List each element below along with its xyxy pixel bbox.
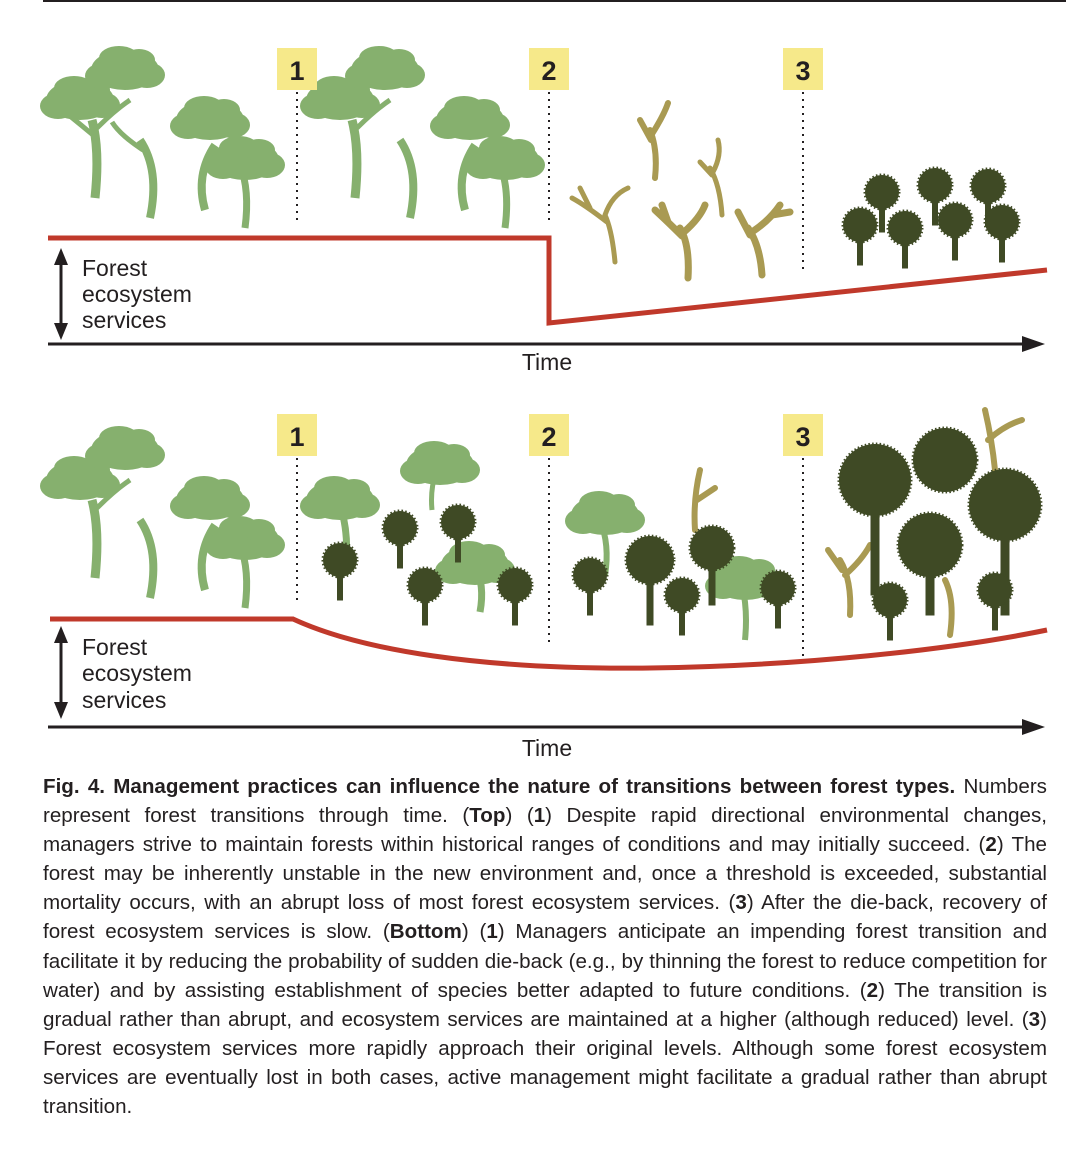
- svg-text:2: 2: [541, 56, 557, 86]
- stage-badge-2: [529, 414, 569, 456]
- stage-badge-2: [529, 48, 569, 90]
- top-label: Top: [469, 804, 506, 828]
- figure-caption: Fig. 4. Management practices can influence the nature of transitions between forest types. Numbers represent forest transitions through time. (Top) (1) Despite rapid directional environmental changes, managers strive to maintain forests within historical ranges of conditions and may initially succeed. (2) The forest may be inherently unstable in the new environment and, once a threshold is exceeded, substantial mortality occurs, with an abrupt loss of most forest ecosystem services. (3) After the die-back, recovery of forest ecosystem services is slow. (Bottom) (1) Managers anticipate an impending forest transition and facilitate it by reducing the probability of sudden die-back (e.g., by thinning the forest to reduce competition for water) and by assisting establishment of species better adapted to future conditions. (2) The transition is gradual rather than abrupt, and ecosystem services are maintained at a higher (although reduced) level. (3) Forest ecosystem services more rapidly approach their original levels. Although some forest ecosystem services are eventually lost in both cases, active management might facilitate a gradual rather than abrupt transition.: [43, 775, 1048, 1119]
- step-number: 3: [1028, 1007, 1041, 1031]
- step-number: 1: [533, 804, 546, 828]
- caption-intro: Numbers represent forest transitions through time.: [43, 775, 1047, 828]
- step-number: 3: [735, 891, 747, 915]
- stage-badge-3: [783, 48, 823, 90]
- caption-bottom-2: The transition is gradual rather than abrupt, and ecosystem services are maintained at a higher (although reduced) level.: [43, 978, 1047, 1031]
- mixed-trees-group: [300, 441, 532, 625]
- bottom-panel: [40, 410, 1047, 761]
- caption-bottom-3: Forest ecosystem services more rapidly approach their original levels. Although some forest ecosystem services are eventually lost in both cases, active management might facilitate a gradual rather than abrupt transition.: [43, 1036, 1047, 1119]
- y-axis-arrow: [54, 626, 68, 719]
- time-axis-label: Time: [521, 735, 573, 761]
- bottom-label: Bottom: [389, 920, 462, 944]
- stage-badge-1: [277, 48, 317, 90]
- caption-top-2: The forest may be inherently unstable in the new environment and, once a threshold is exceeded, substantial mortality occurs, with an abrupt loss of most forest ecosystem services.: [43, 833, 1047, 915]
- time-axis: [48, 719, 1045, 735]
- step-number: 2: [866, 978, 879, 1002]
- healthy-trees-group: [300, 46, 545, 228]
- figure-label: Fig. 4.: [43, 775, 105, 798]
- top-panel: [40, 46, 1047, 375]
- young-trees-group: [843, 168, 1019, 268]
- dark-forest-group: [828, 410, 1041, 640]
- dead-trees-group: [572, 103, 790, 278]
- svg-text:1: 1: [289, 422, 305, 452]
- caption-top-1: Despite rapid directional environmental changes, managers strive to maintain forests within historical ranges of conditions and may initially succeed.: [43, 804, 1047, 857]
- step-number: 1: [486, 920, 498, 944]
- svg-text:1: 1: [289, 56, 305, 86]
- y-axis-arrow: [54, 248, 68, 340]
- y-axis-label: Forest ecosystem services: [82, 634, 192, 713]
- svg-text:2: 2: [541, 422, 557, 452]
- stage-badge-1: [277, 414, 317, 456]
- time-axis-label: Time: [521, 349, 573, 375]
- figure-title: Management practices can influence the nature of transitions between forest types.: [113, 775, 956, 798]
- step-number: 2: [985, 833, 997, 857]
- stage-badge-3: [783, 414, 823, 456]
- svg-text:3: 3: [795, 56, 811, 86]
- healthy-trees-group: [40, 426, 285, 608]
- caption-top-3: After the die-back, recovery of forest ecosystem services is slow.: [43, 891, 1047, 944]
- svg-text:3: 3: [795, 422, 811, 452]
- y-axis-label: Forest ecosystem services: [82, 255, 192, 333]
- mixed-trees-group: [565, 470, 795, 640]
- caption-bottom-1: Managers anticipate an impending forest transition and facilitate it by reducing the probability of sudden die-back (e.g., by thinning the forest to reduce competition for water) and by assisting establishment of species better adapted to future conditions.: [43, 920, 1048, 1002]
- healthy-trees-group: [40, 46, 285, 228]
